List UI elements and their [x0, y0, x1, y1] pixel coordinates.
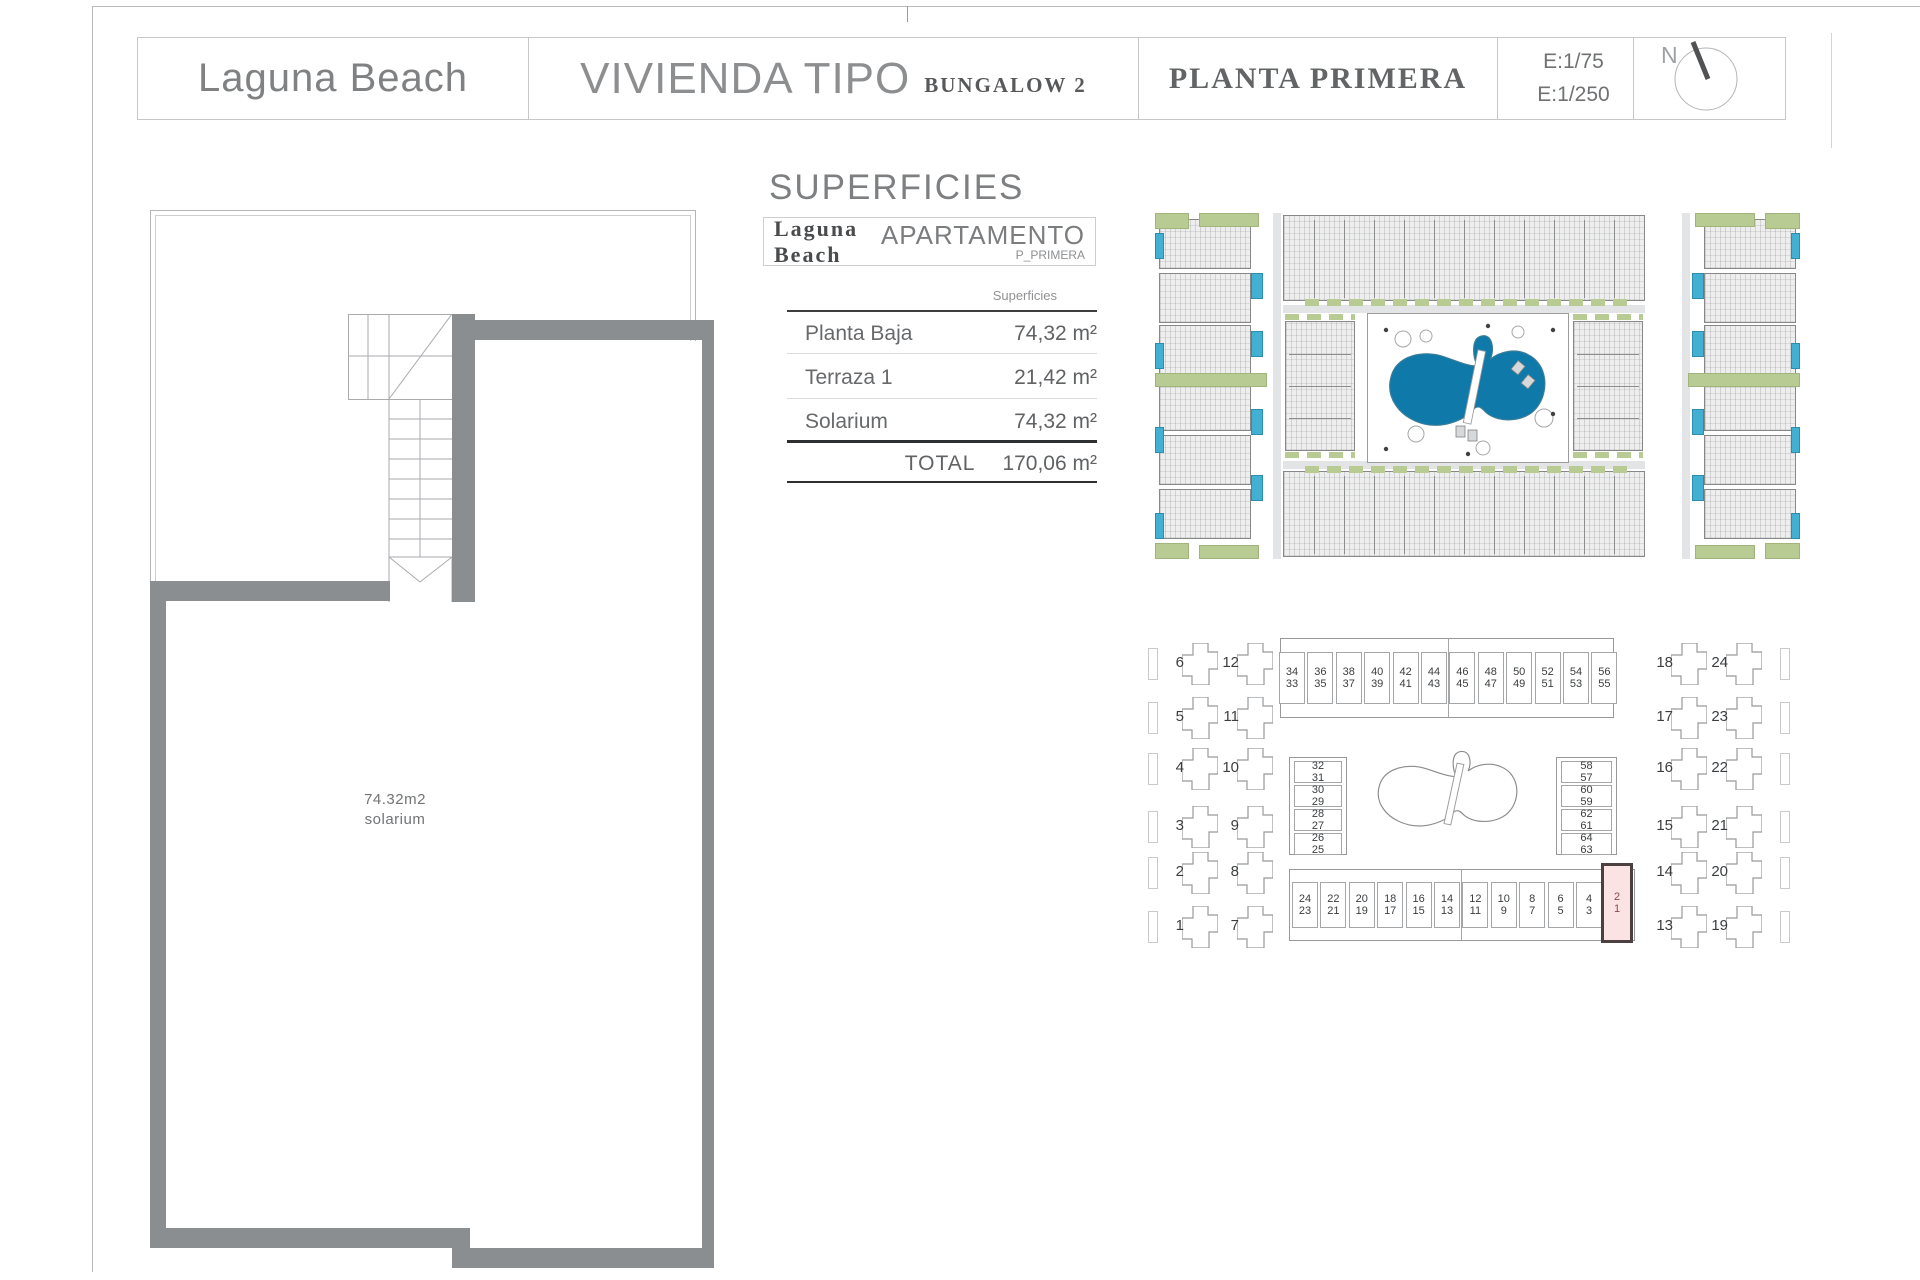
key-house	[1655, 852, 1711, 894]
unit-pair-label: 34 33	[1285, 665, 1299, 690]
key-house-number: 17	[1656, 708, 1673, 725]
unit-pair-label: 30 29	[1311, 783, 1325, 808]
site-green-patch	[1695, 213, 1755, 227]
scale-1: E:1/75	[1543, 49, 1604, 73]
compass-cell	[1634, 38, 1785, 119]
key-house	[1655, 806, 1711, 848]
site-unit-divider	[1614, 220, 1615, 298]
north-label: N	[1661, 42, 1678, 68]
site-building-block	[1159, 273, 1251, 323]
key-unit-pair	[1364, 652, 1390, 704]
solarium-label	[300, 790, 490, 831]
unit-pair-label: 8 7	[1529, 892, 1536, 917]
table-rule	[787, 398, 1097, 399]
key-house-number: 21	[1711, 817, 1728, 834]
site-water-rect	[1692, 409, 1704, 435]
house-icon	[1182, 906, 1218, 948]
key-house-number: 2	[1175, 863, 1184, 880]
key-house	[1221, 643, 1277, 685]
row-label: Solarium	[805, 410, 888, 433]
key-house	[1710, 852, 1766, 894]
unit-pair-label: 32 31	[1311, 759, 1325, 784]
key-unit-pair	[1561, 761, 1612, 783]
key-house-number: 13	[1656, 917, 1673, 934]
key-house-number: 19	[1711, 917, 1728, 934]
key-unit-pair	[1377, 882, 1403, 928]
table-rule-bottom	[787, 481, 1097, 483]
site-road	[1273, 213, 1281, 559]
site-unit-divider	[1464, 220, 1465, 298]
site-unit-divider	[1434, 220, 1435, 298]
site-block-divider	[1577, 418, 1639, 419]
key-house	[1221, 748, 1277, 790]
site-unit-divider	[1314, 476, 1315, 554]
house-icon	[1182, 643, 1218, 685]
site-unit-divider	[1584, 220, 1585, 298]
key-pool-outline	[1366, 740, 1533, 851]
key-unit-pair	[1563, 652, 1589, 704]
drawing-subtitle: BUNGALOW 2	[924, 73, 1087, 97]
key-garden-rect	[1780, 911, 1790, 943]
key-house-number: 14	[1656, 863, 1673, 880]
key-unit-pair	[1307, 652, 1333, 704]
key-unit-pair	[1519, 882, 1545, 928]
site-building-block	[1159, 435, 1251, 485]
house-icon	[1237, 906, 1273, 948]
site-green-patch	[1199, 545, 1259, 559]
key-unit-pair	[1336, 652, 1362, 704]
house-icon	[1182, 806, 1218, 848]
key-house	[1221, 697, 1277, 739]
site-unit-divider	[1434, 476, 1435, 554]
key-house	[1655, 748, 1711, 790]
site-water-rect	[1155, 427, 1164, 453]
site-water-rect	[1251, 273, 1263, 299]
key-garden-rect	[1148, 811, 1158, 843]
site-unit-divider	[1554, 476, 1555, 554]
unit-pair-label: 44 43	[1427, 665, 1441, 690]
sheet-border-top	[92, 6, 1920, 7]
site-green-patch	[1765, 213, 1800, 229]
site-center-block	[1285, 321, 1355, 451]
site-green-patch	[1688, 373, 1800, 387]
table-row	[787, 361, 1097, 395]
title-block	[137, 37, 1786, 120]
site-water-rect	[1155, 233, 1164, 259]
site-block-divider	[1289, 418, 1351, 419]
row-value: 74,32 m²	[1014, 410, 1097, 433]
key-house-number: 8	[1230, 863, 1239, 880]
key-strip-divider	[1448, 638, 1449, 718]
site-unit-divider	[1524, 220, 1525, 298]
site-green-strip	[1305, 299, 1635, 306]
site-unit-divider	[1344, 476, 1345, 554]
key-house-number: 5	[1175, 708, 1184, 725]
house-icon	[1726, 806, 1762, 848]
site-green-patch	[1199, 213, 1259, 227]
key-house-number: 1	[1175, 917, 1184, 934]
unit-pair-label: 6 5	[1557, 892, 1564, 917]
site-building-block	[1704, 489, 1796, 539]
house-icon	[1671, 806, 1707, 848]
unit-pair-label: 16 15	[1412, 892, 1425, 917]
key-unit-pair	[1292, 882, 1318, 928]
key-house-number: 18	[1656, 654, 1673, 671]
site-water-rect	[1251, 331, 1263, 357]
key-unit-pair	[1462, 882, 1488, 928]
house-icon	[1237, 806, 1273, 848]
scale-2: E:1/250	[1537, 82, 1610, 106]
key-garden-rect	[1148, 911, 1158, 943]
key-unit-pair	[1449, 652, 1475, 704]
site-block-divider	[1577, 354, 1639, 355]
site-unit-divider	[1314, 220, 1315, 298]
key-house	[1166, 697, 1222, 739]
key-unit-pair	[1561, 809, 1612, 831]
table-row	[787, 317, 1097, 351]
key-unit-pair	[1434, 882, 1460, 928]
key-house	[1221, 806, 1277, 848]
house-icon	[1671, 852, 1707, 894]
site-pool-deck	[1367, 313, 1569, 463]
superficies-title: SUPERFICIES	[769, 168, 1025, 207]
key-house	[1221, 852, 1277, 894]
key-garden-rect	[1780, 753, 1790, 785]
key-house	[1221, 906, 1277, 948]
row-value: 74,32 m²	[1014, 322, 1097, 345]
house-icon	[1237, 852, 1273, 894]
site-block-divider	[1289, 386, 1351, 387]
key-unit-pair	[1279, 652, 1305, 704]
house-icon	[1671, 643, 1707, 685]
site-building-block	[1704, 325, 1796, 375]
terrace-wall-bottom	[150, 581, 390, 601]
unit-pair-label: 20 19	[1355, 892, 1368, 917]
house-icon	[1726, 906, 1762, 948]
key-unit-pair	[1294, 809, 1342, 831]
table-total-row	[787, 447, 1097, 481]
table-rule-top	[787, 310, 1097, 312]
key-garden-rect	[1780, 702, 1790, 734]
site-water-rect	[1791, 513, 1800, 539]
site-block-divider	[1289, 354, 1351, 355]
site-green-strip	[1573, 452, 1643, 458]
site-building-block	[1159, 325, 1251, 375]
unit-pair-label: 28 27	[1311, 807, 1325, 832]
house-icon	[1182, 748, 1218, 790]
scale-cell	[1498, 38, 1634, 119]
key-strip-divider	[1461, 869, 1462, 941]
key-house-number: 12	[1222, 654, 1239, 671]
key-garden-rect	[1780, 648, 1790, 680]
key-unit-pair	[1535, 652, 1561, 704]
sheet-border-left	[92, 6, 93, 1272]
unit-type: APARTAMENTO	[880, 220, 1085, 250]
key-garden-rect	[1148, 753, 1158, 785]
site-green-strip	[1305, 466, 1635, 473]
unit-pair-label: 18 17	[1384, 892, 1397, 917]
house-icon	[1671, 697, 1707, 739]
unit-pair-label: 12 11	[1469, 892, 1482, 917]
site-row-building	[1283, 215, 1645, 301]
superficies-unit	[881, 222, 1085, 261]
table-row	[787, 405, 1097, 439]
site-unit-divider	[1404, 476, 1405, 554]
key-unit-pair	[1421, 652, 1447, 704]
unit-floor: P_PRIMERA	[1015, 248, 1085, 262]
row-value: 21,42 m²	[1014, 366, 1097, 389]
house-icon	[1237, 643, 1273, 685]
site-green-strip	[1285, 314, 1355, 320]
site-unit-divider	[1554, 220, 1555, 298]
site-unit-divider	[1494, 220, 1495, 298]
site-water-rect	[1251, 409, 1263, 435]
key-house-number: 11	[1223, 708, 1239, 725]
house-icon	[1237, 748, 1273, 790]
site-green-patch	[1155, 213, 1189, 229]
superficies-header-box	[763, 217, 1096, 266]
unit-pair-label: 48 47	[1484, 665, 1497, 690]
sheet-border-tick	[907, 6, 908, 22]
sheet-name: PLANTA PRIMERA	[1139, 38, 1498, 119]
house-icon	[1726, 643, 1762, 685]
site-building-block	[1704, 381, 1796, 431]
north-arrow-icon	[1650, 38, 1770, 117]
key-house-number: 16	[1656, 759, 1673, 776]
house-icon	[1182, 852, 1218, 894]
site-green-patch	[1155, 543, 1189, 559]
unit-pair-label: 10 9	[1497, 892, 1510, 917]
drawing-title-cell	[529, 38, 1139, 119]
unit-pair-label: 62 61	[1580, 807, 1593, 832]
site-unit-divider	[1404, 220, 1405, 298]
unit-pair-label: 42 41	[1399, 665, 1412, 690]
unit-pair-label: 50 49	[1513, 665, 1526, 690]
key-highlighted-unit	[1601, 863, 1633, 943]
key-garden-rect	[1148, 648, 1158, 680]
key-house	[1710, 643, 1766, 685]
key-unit-pair	[1393, 652, 1419, 704]
key-garden-rect	[1780, 857, 1790, 889]
site-unit-divider	[1464, 476, 1465, 554]
key-unit-pair	[1561, 833, 1612, 855]
site-green-patch	[1695, 545, 1755, 559]
key-house	[1710, 906, 1766, 948]
site-unit-divider	[1344, 220, 1345, 298]
highlighted-unit-label: 2 1	[1613, 890, 1621, 915]
house-icon	[1671, 748, 1707, 790]
key-garden-rect	[1148, 857, 1158, 889]
site-block-divider	[1577, 386, 1639, 387]
key-unit-pair	[1478, 652, 1504, 704]
site-water-rect	[1791, 343, 1800, 369]
key-house-number: 22	[1711, 759, 1728, 776]
site-road	[1283, 305, 1645, 313]
key-unit-pair	[1406, 882, 1432, 928]
unit-pair-label: 64 63	[1580, 831, 1593, 856]
site-building-block	[1704, 273, 1796, 323]
house-icon	[1726, 852, 1762, 894]
site-center-block	[1573, 321, 1643, 451]
solarium-wall-bottom-right	[452, 1248, 714, 1268]
key-house	[1166, 906, 1222, 948]
solarium-area: 74.32m2	[364, 791, 426, 808]
key-house-number: 6	[1175, 654, 1184, 671]
site-green-patch	[1155, 373, 1267, 387]
unit-pair-label: 36 35	[1314, 665, 1327, 690]
key-unit-pair	[1506, 652, 1532, 704]
site-water-rect	[1155, 343, 1164, 369]
unit-pair-label: 40 39	[1371, 665, 1384, 690]
solarium-room: solarium	[364, 811, 426, 829]
key-house-number: 24	[1711, 654, 1728, 671]
site-water-rect	[1251, 475, 1263, 501]
key-unit-pair	[1491, 882, 1517, 928]
site-water-rect	[1692, 475, 1704, 501]
unit-pair-label: 46 45	[1456, 665, 1469, 690]
site-unit-divider	[1494, 476, 1495, 554]
key-unit-pair	[1548, 882, 1574, 928]
site-row-building	[1283, 471, 1645, 557]
row-label: Planta Baja	[805, 322, 913, 345]
table-rule-total	[787, 440, 1097, 443]
site-unit-divider	[1614, 476, 1615, 554]
key-house	[1710, 806, 1766, 848]
key-house-number: 4	[1175, 759, 1184, 776]
key-house	[1710, 748, 1766, 790]
key-garden-rect	[1148, 702, 1158, 734]
unit-pair-label: 24 23	[1298, 892, 1312, 917]
unit-pair-label: 52 51	[1541, 665, 1554, 690]
site-unit-divider	[1374, 220, 1375, 298]
key-unit-pair	[1561, 785, 1612, 807]
key-house-number: 9	[1230, 817, 1239, 834]
site-unit-divider	[1524, 476, 1525, 554]
key-unit-pair	[1294, 785, 1342, 807]
table-rule	[787, 353, 1097, 354]
key-house-number: 23	[1711, 708, 1728, 725]
solarium-wall-top	[475, 320, 714, 340]
site-green-strip	[1285, 452, 1355, 458]
project-name: Laguna Beach	[138, 38, 529, 119]
site-building-block	[1704, 435, 1796, 485]
sheet-border-right-stub	[1831, 33, 1832, 148]
unit-pair-label: 22 21	[1327, 892, 1340, 917]
key-house	[1655, 643, 1711, 685]
site-green-patch	[1765, 543, 1800, 559]
unit-pair-label: 56 55	[1598, 665, 1611, 690]
unit-pair-label: 58 57	[1580, 759, 1593, 784]
unit-pair-label: 38 37	[1342, 665, 1355, 690]
stair-wall	[452, 314, 475, 602]
wall-patch	[684, 341, 698, 592]
key-house-number: 3	[1175, 817, 1184, 834]
key-unit-pair	[1576, 882, 1602, 928]
unit-pair-label: 60 59	[1580, 783, 1593, 808]
key-house	[1710, 697, 1766, 739]
key-house-number: 10	[1222, 759, 1239, 776]
house-icon	[1182, 697, 1218, 739]
key-house	[1166, 643, 1222, 685]
key-house	[1166, 852, 1222, 894]
site-pool	[1368, 314, 1570, 464]
house-icon	[1237, 697, 1273, 739]
pool-outline-icon	[1366, 740, 1533, 851]
key-house	[1655, 906, 1711, 948]
house-icon	[1726, 748, 1762, 790]
site-green-strip	[1573, 314, 1643, 320]
site-water-rect	[1155, 513, 1164, 539]
site-water-rect	[1791, 233, 1800, 259]
key-unit-pair	[1294, 833, 1342, 855]
site-water-rect	[1791, 427, 1800, 453]
key-house-number: 15	[1656, 817, 1673, 834]
key-plan	[1148, 621, 1790, 981]
unit-pair-label: 54 53	[1569, 665, 1583, 690]
solarium-wall-left	[150, 601, 166, 1248]
key-house-number: 7	[1230, 917, 1239, 934]
solarium-wall-right	[702, 340, 714, 1268]
house-icon	[1726, 697, 1762, 739]
drawing-title: VIVIENDA TIPO	[580, 53, 911, 103]
key-unit-pair	[1591, 652, 1617, 704]
site-plan	[1155, 213, 1800, 559]
key-unit-pair	[1349, 882, 1375, 928]
site-building-block	[1159, 381, 1251, 431]
key-house	[1655, 697, 1711, 739]
key-house	[1166, 748, 1222, 790]
site-building-block	[1159, 489, 1251, 539]
superficies-column-header: Superficies	[992, 288, 1057, 303]
unit-pair-label: 26 25	[1311, 831, 1325, 856]
key-house	[1166, 806, 1222, 848]
key-unit-pair	[1294, 761, 1342, 783]
superficies-brand: Laguna Beach	[774, 215, 859, 267]
key-house-number: 20	[1711, 863, 1728, 880]
key-unit-pair	[1320, 882, 1346, 928]
total-value: 170,06 m²	[1002, 452, 1097, 475]
unit-pair-label: 14 13	[1440, 892, 1454, 917]
site-water-rect	[1692, 331, 1704, 357]
unit-pair-label: 4 3	[1585, 892, 1593, 917]
site-water-rect	[1692, 273, 1704, 299]
house-icon	[1671, 906, 1707, 948]
row-label: Terraza 1	[805, 366, 893, 389]
site-unit-divider	[1584, 476, 1585, 554]
solarium-wall-bottom-left	[150, 1228, 470, 1248]
key-garden-rect	[1780, 811, 1790, 843]
site-unit-divider	[1374, 476, 1375, 554]
total-label: TOTAL	[904, 452, 976, 475]
